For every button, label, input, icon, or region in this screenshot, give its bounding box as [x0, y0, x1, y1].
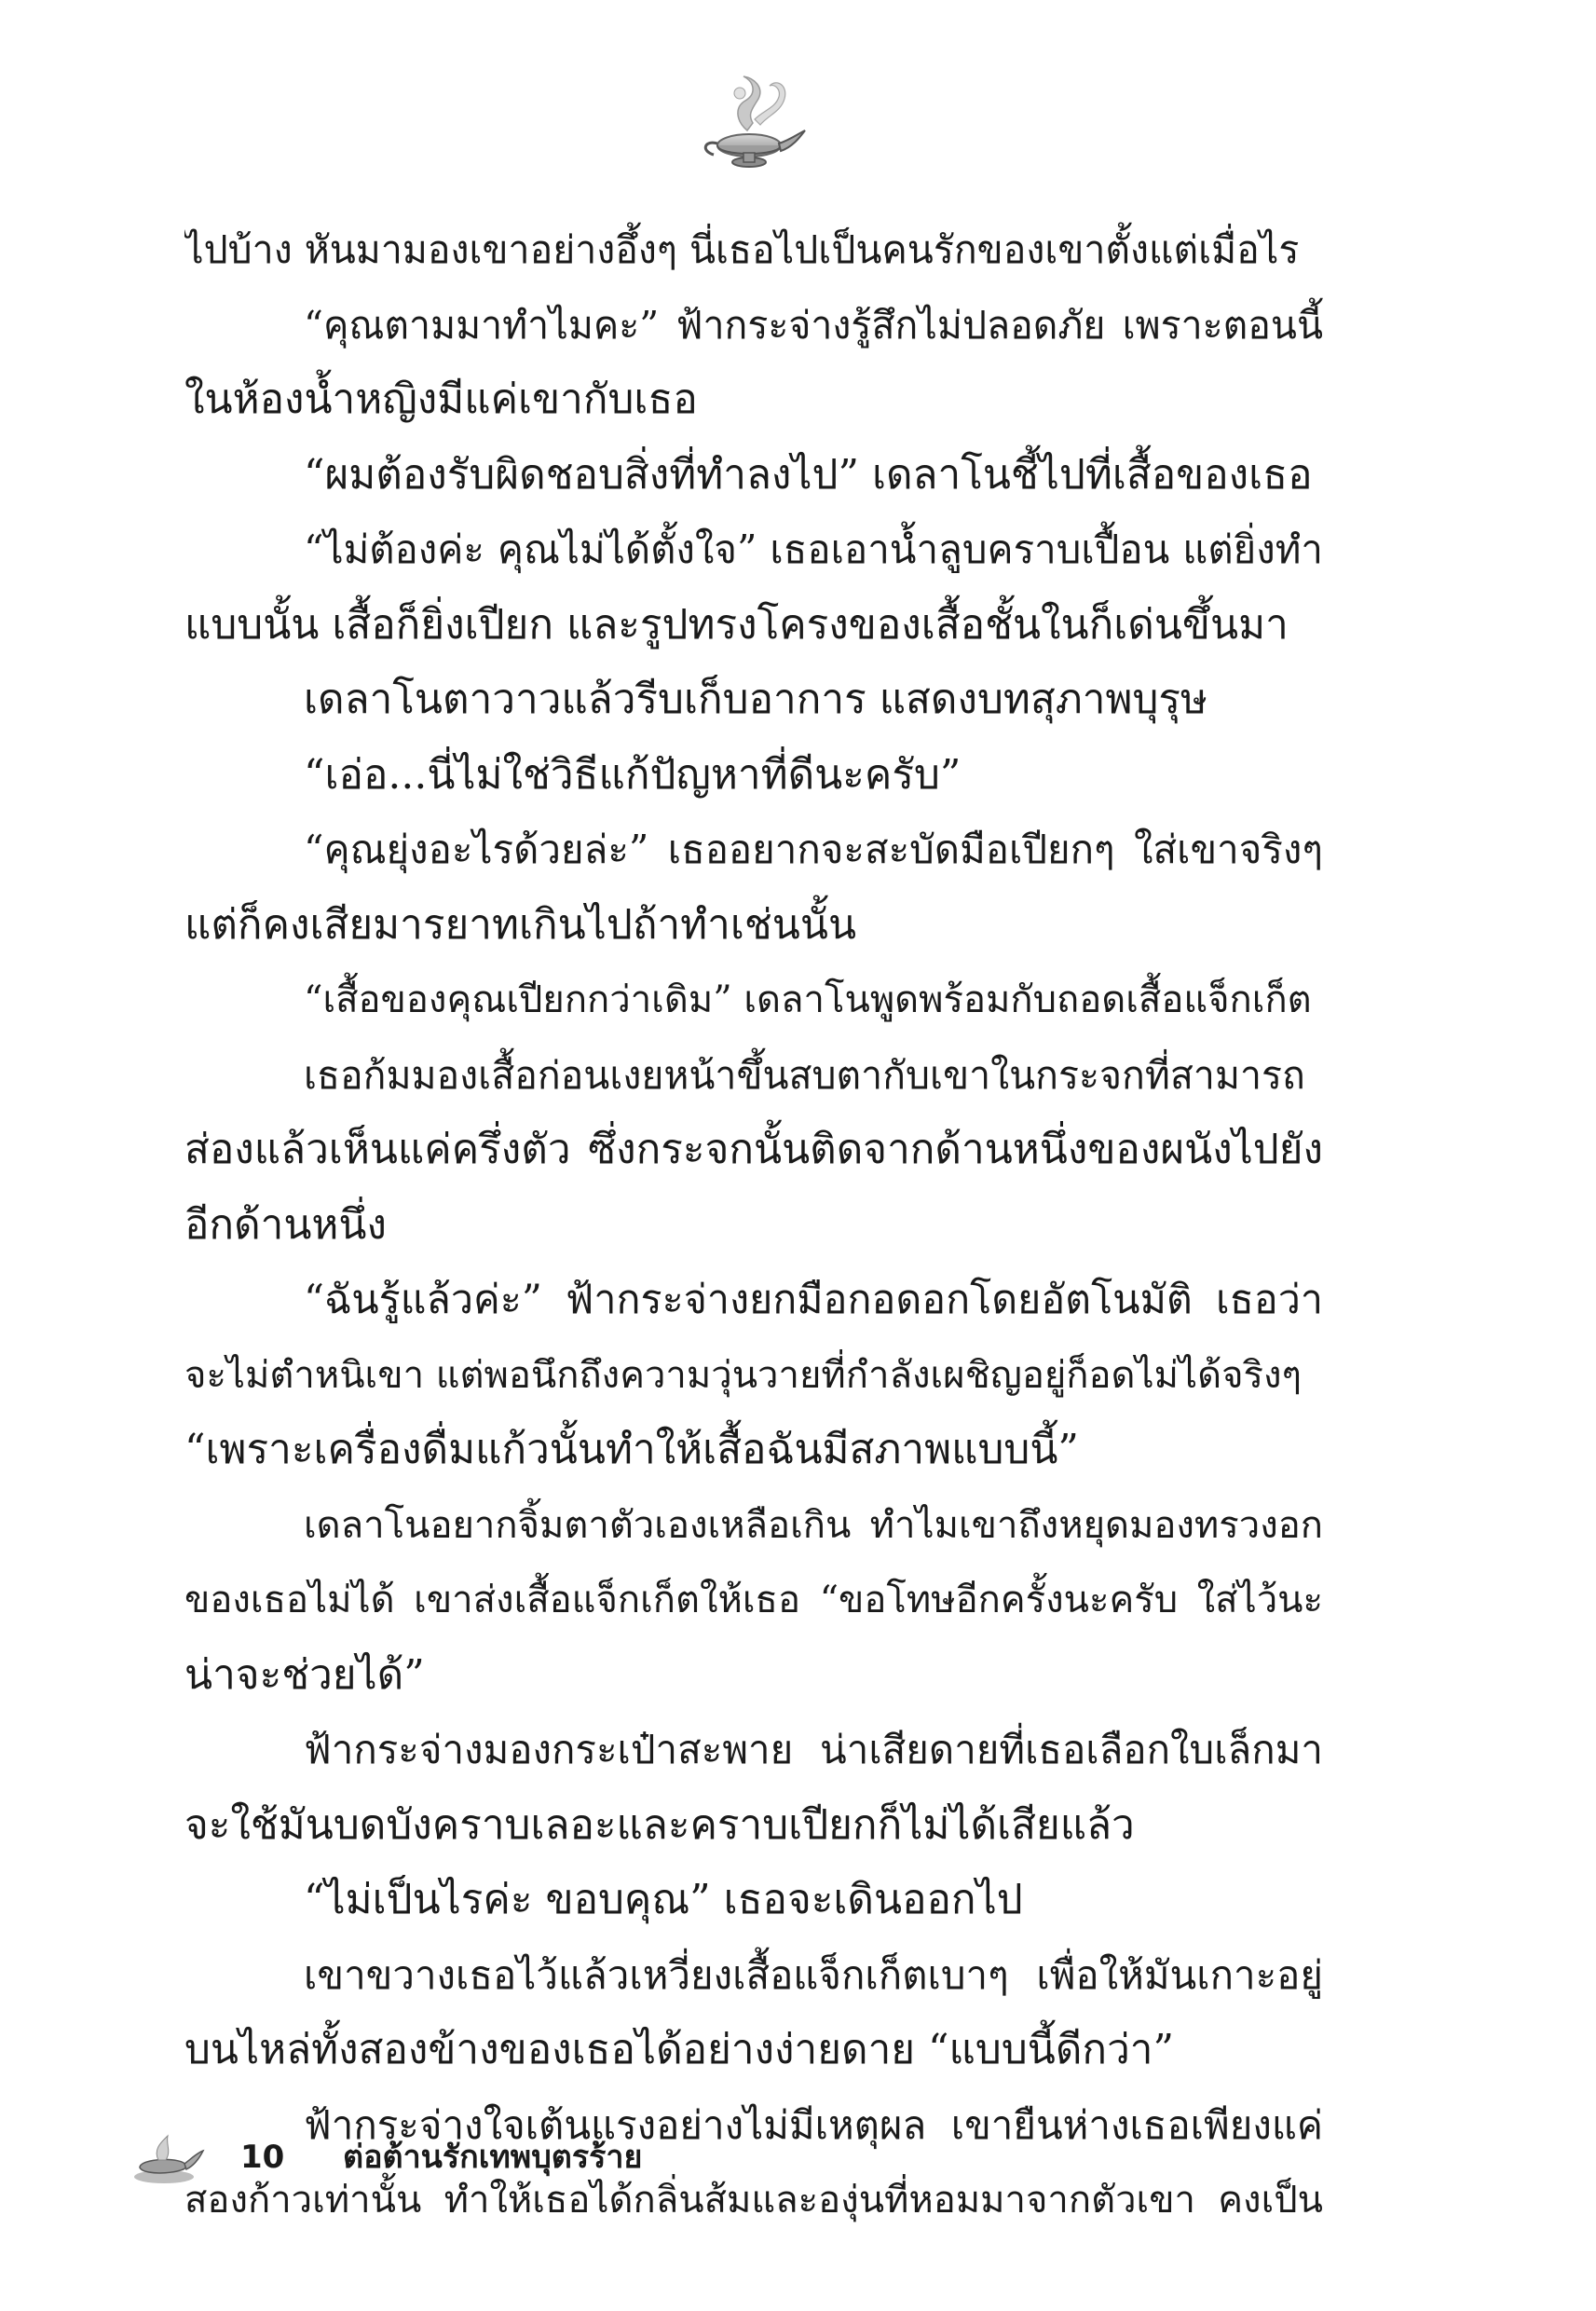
- text-line: ของเธอไม่ได้ เขาส่งเสื้อแจ็กเก็ตให้เธอ “ขอโทษอีกครั้งนะครับ ใส่ไว้นะ: [184, 1579, 1323, 1621]
- text-line: ในห้องน้ำหญิงมีแค่เขากับเธอ: [184, 376, 698, 423]
- text-line: “ฉันรู้แล้วค่ะ” ฟ้ากระจ่างยกมือกอดอกโดยอัตโนมัติ เธอว่า: [304, 1277, 1323, 1323]
- text-line: ฟ้ากระจ่างมองกระเป๋าสะพาย น่าเสียดายที่เธอเลือกใบเล็กมา: [304, 1727, 1323, 1772]
- text-line: “ผมต้องรับผิดชอบสิ่งที่ทำลงไป” เดลาโนชี้ไปที่เสื้อของเธอ: [304, 450, 1313, 499]
- text-line: “ไม่เป็นไรค่ะ ขอบคุณ” เธอจะเดินออกไป: [304, 1876, 1023, 1923]
- text-line: แต่ก็คงเสียมารยาทเกินไปถ้าทำเช่นนั้น: [184, 900, 857, 949]
- text-line: “คุณยุ่งอะไรด้วยล่ะ” เธออยากจะสะบัดมือเปียกๆ ใส่เขาจริงๆ: [304, 827, 1323, 872]
- text-line: เดลาโนตาวาวแล้วรีบเก็บอาการ แสดงบทสุภาพบุรุษ: [304, 676, 1208, 723]
- text-line: เดลาโนอยากจิ้มตาตัวเองเหลือเกิน ทำไมเขาถึงหยุดมองทรวงอก: [304, 1503, 1323, 1547]
- text-line: ส่องแล้วเห็นแค่ครึ่งตัว ซึ่งกระจกนั้นติดจากด้านหนึ่งของผนังไปยัง: [184, 1126, 1323, 1173]
- text-line: “เพราะเครื่องดื่มแก้วนั้นทำให้เสื้อฉันมีสภาพแบบนี้”: [184, 1426, 1079, 1473]
- text-line: บนไหล่ทั้งสองข้างของเธอได้อย่างง่ายดาย “แบบนี้ดีกว่า”: [184, 2026, 1174, 2073]
- text-line: “ไม่ต้องค่ะ คุณไม่ได้ตั้งใจ” เธอเอาน้ำลูบคราบเปื้อน แต่ยิ่งทำ: [304, 526, 1323, 572]
- text-line: เขาขวางเธอไว้แล้วเหวี่ยงเสื้อแจ็กเก็ตเบาๆ เพื่อให้มันเกาะอยู่: [304, 1951, 1323, 1998]
- body-text: [184, 212, 1323, 2238]
- page-number: 10: [240, 2139, 285, 2176]
- text-line: ไปบ้าง หันมามองเขาอย่างอึ้งๆ นี่เธอไปเป็นคนรักของเขาตั้งแต่เมื่อไร: [184, 227, 1300, 272]
- text-line: “เสื้อของคุณเปียกกว่าเดิม” เดลาโนพูดพร้อมกับถอดเสื้อแจ็กเก็ต: [304, 978, 1312, 1021]
- text-line: “คุณตามมาทำไมคะ” ฟ้ากระจ่างรู้สึกไม่ปลอดภัย เพราะตอนนี้: [304, 302, 1323, 348]
- text-line: เธอก้มมองเสื้อก่อนเงยหน้าขึ้นสบตากับเขาในกระจกที่สามารถ: [304, 1052, 1305, 1098]
- lamp-footer-icon: [130, 2132, 205, 2188]
- book-title: ต่อต้านรักเทพบุตรร้าย: [343, 2139, 643, 2176]
- lamp-ornament-icon: [689, 65, 811, 177]
- text-line: “เอ่อ...นี่ไม่ใช่วิธีแก้ปัญหาที่ดีนะครับ”: [304, 750, 962, 799]
- text-line: จะไม่ตำหนิเขา แต่พอนึกถึงความวุ่นวายที่กำลังเผชิญอยู่ก็อดไม่ได้จริงๆ: [184, 1353, 1303, 1397]
- text-line: สองก้าวเท่านั้น ทำให้เธอได้กลิ่นส้มและองุ่นที่หอมมาจากตัวเขา คงเป็น: [184, 2179, 1323, 2222]
- page-footer: [130, 2125, 876, 2199]
- text-line: อีกด้านหนึ่ง: [184, 1200, 387, 1249]
- text-line: ฟ้ากระจ่างใจเต้นแรงอย่างไม่มีเหตุผล เขายืนห่างเธอเพียงแค่: [304, 2101, 1323, 2148]
- text-line: จะใช้มันบดบังคราบเลอะและคราบเปียกก็ไม่ได้เสียแล้ว: [184, 1800, 1135, 1849]
- text-line: แบบนั้น เสื้อก็ยิ่งเปียก และรูปทรงโครงของเสื้อชั้นในก็เด่นขึ้นมา: [184, 600, 1289, 649]
- text-line: น่าจะช่วยได้”: [184, 1650, 425, 1699]
